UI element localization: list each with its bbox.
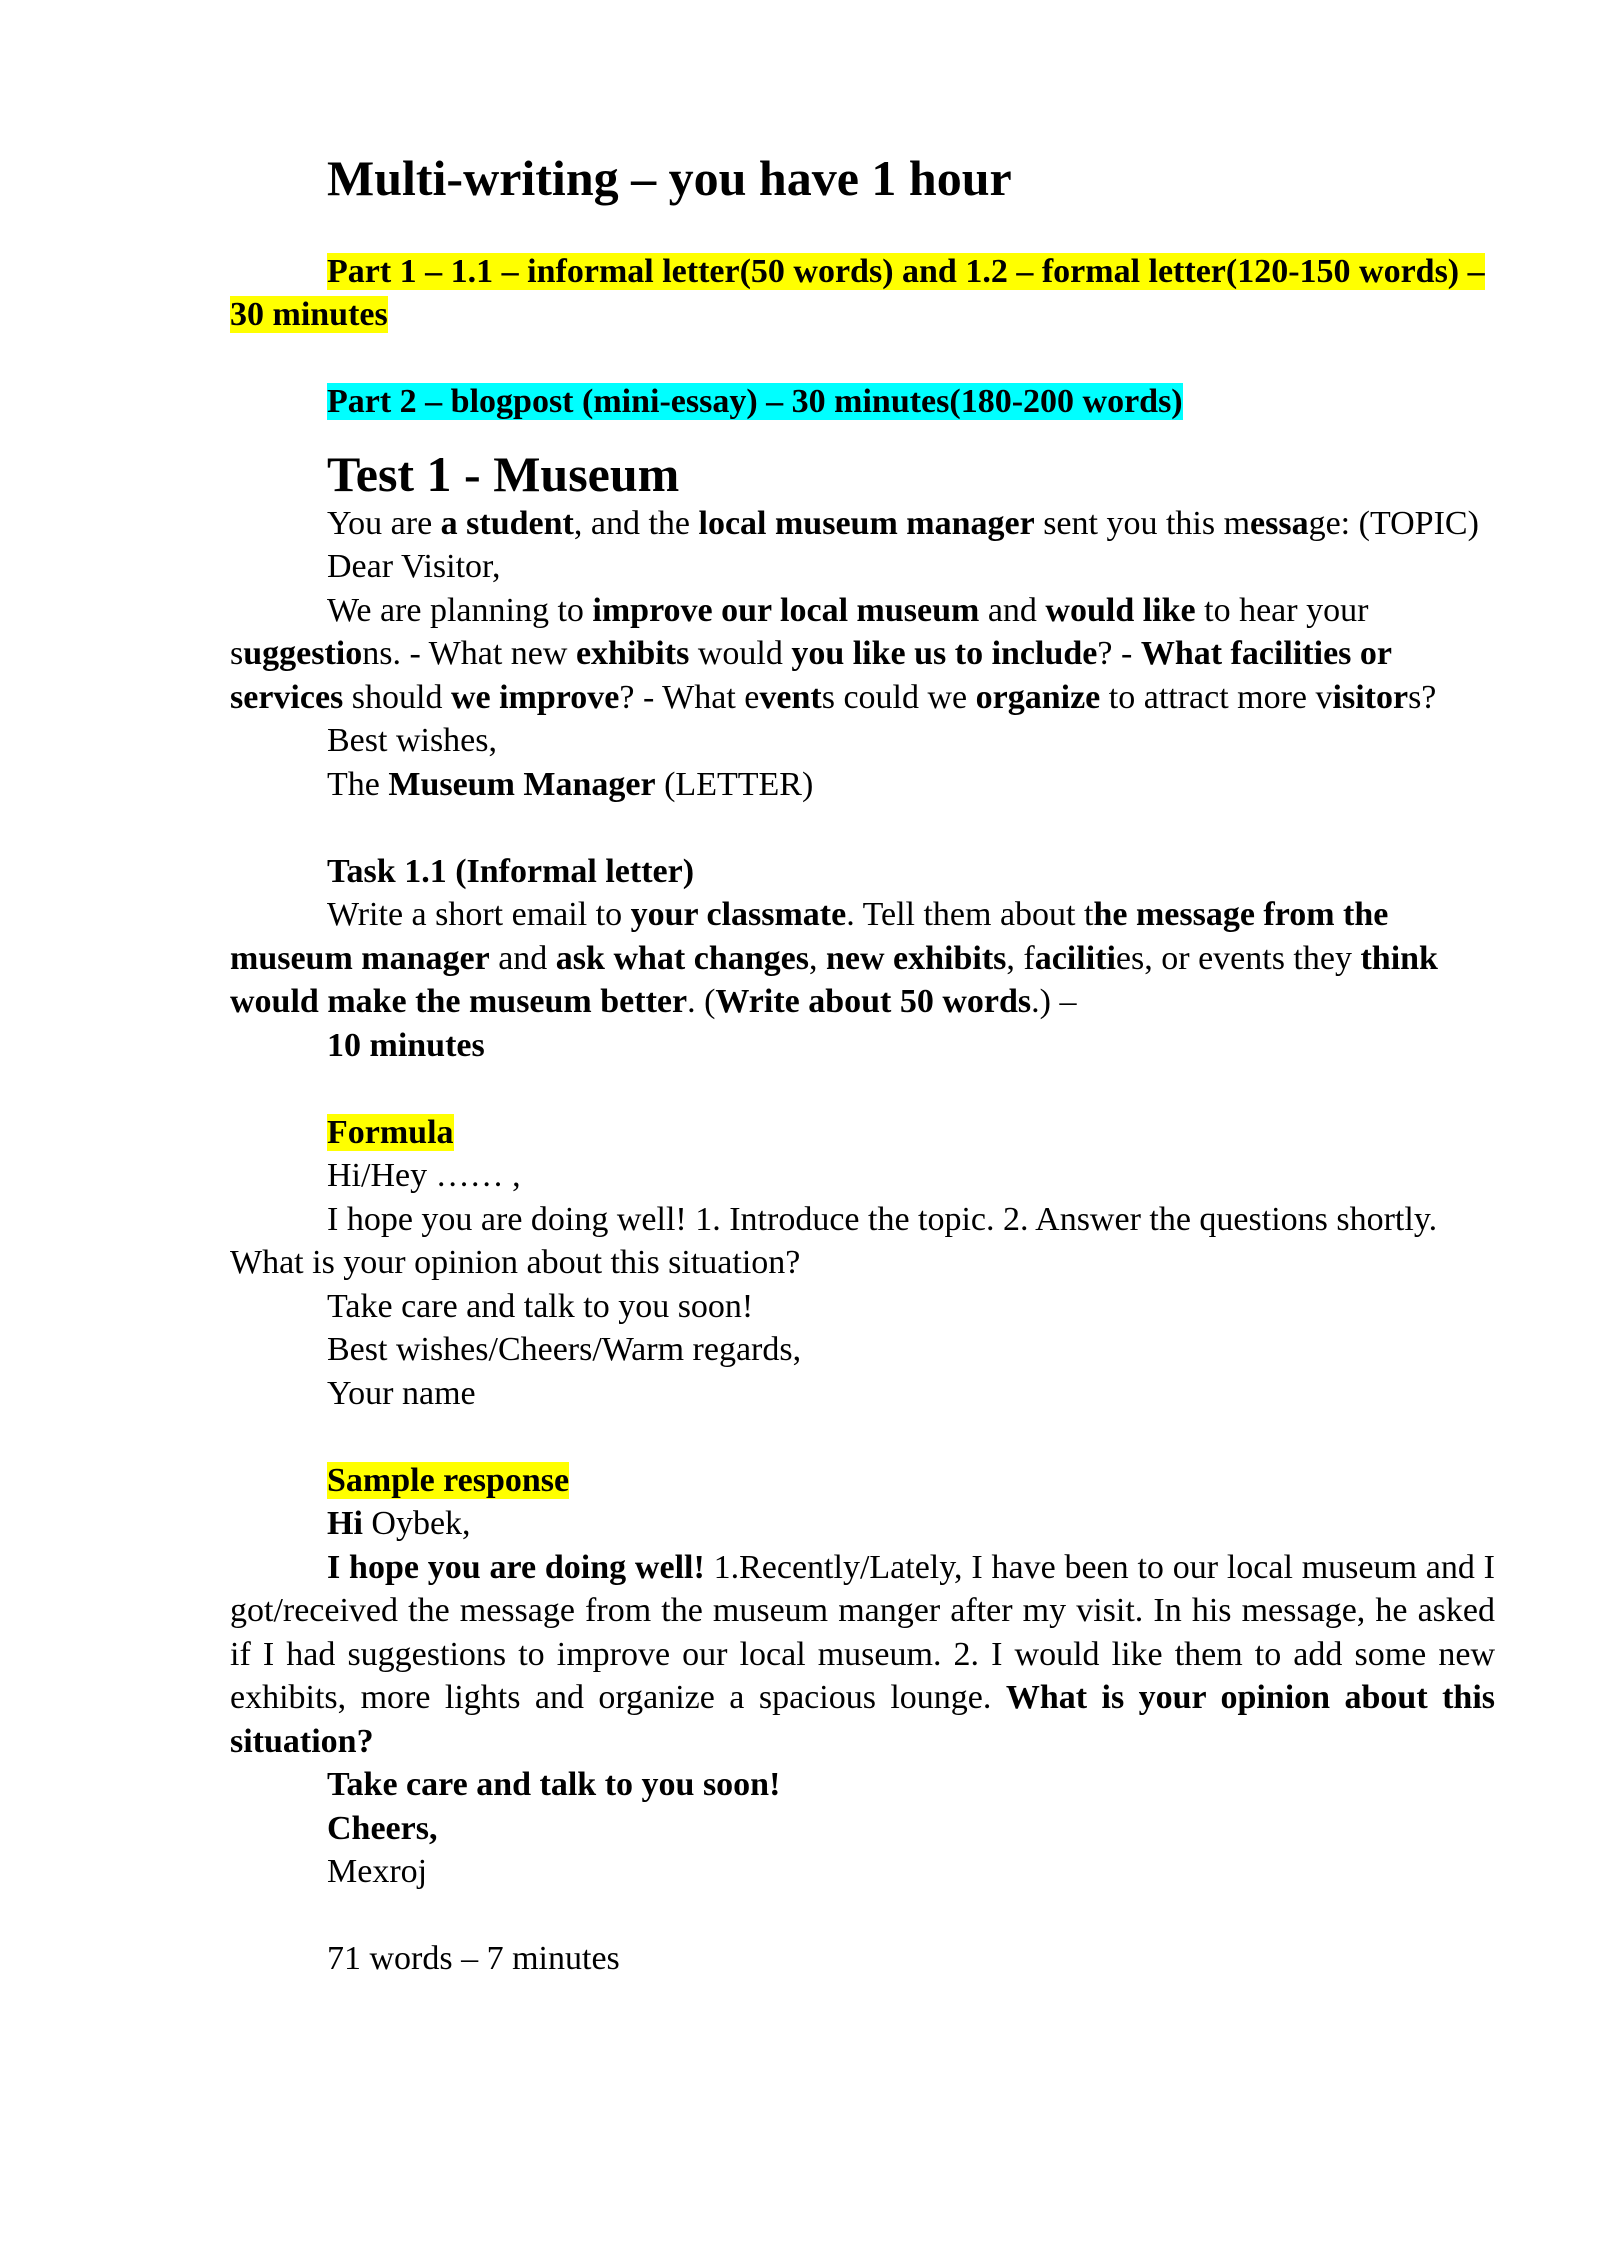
signature-text: The (327, 765, 389, 803)
letter-text: should (343, 678, 451, 716)
test-title: Test 1 - Museum (327, 445, 680, 502)
sample-cheers (230, 1807, 1495, 1851)
sample-hi: Hi (327, 1505, 363, 1542)
task-bold: aciliti (1034, 939, 1116, 977)
task-text: . Tell them about t (846, 896, 1094, 933)
task-bold: Write about 50 words (715, 983, 1032, 1020)
task-text: , (808, 939, 826, 977)
formula-heading (230, 1111, 1495, 1155)
sample-take-care (230, 1763, 1495, 1807)
part2-line (230, 380, 1495, 424)
intro-bold: local museum manager (698, 504, 1035, 542)
letter-text: ns. - What new (362, 635, 576, 672)
sample-body (230, 1546, 1495, 1764)
task-text: .) – (1031, 983, 1077, 1020)
sample-body-text: 1.Recently/Lately, I have been to our local museum and I got/received the message from the museum manger after my visit. In his message, he asked if I had suggestions to improve our local museum. 2. I would like them to add some new exhibits, more lights and organize a spacious lounge. (230, 1548, 1495, 1716)
sample-heading-text: Sample response (327, 1461, 570, 1499)
sample-opinion: What is your opinion about this situation? (230, 1679, 1496, 1760)
signature-text: (LETTER) (655, 765, 814, 803)
intro-bold: essa (1250, 504, 1309, 542)
intro-text: You are (327, 504, 441, 542)
page-title: Multi-writing – you have 1 hour (327, 150, 1012, 206)
sample-greeting (230, 1502, 1495, 1546)
sample-cheers-text: Cheers, (327, 1809, 438, 1847)
task-bold: ask what changes (555, 939, 809, 977)
task-text: es, or events they (1115, 939, 1361, 977)
part2-text: Part 2 – blogpost (mini-essay) – 30 minutes(180-200 words) (327, 383, 1183, 420)
letter-bold: uggestio (243, 635, 363, 672)
letter-text: to attract more v (1100, 678, 1333, 716)
letter-text: s could we (821, 678, 976, 716)
task-text: , f (1006, 939, 1035, 977)
letter-bold: you like us to include (791, 635, 1098, 672)
letter-text: would (689, 635, 792, 672)
letter-bold: What facilities or services (230, 635, 1392, 716)
task-time (230, 1024, 1495, 1068)
formula-line-1: Hi/Hey …… , (327, 1157, 521, 1194)
signature-bold: Museum Manager (388, 765, 656, 803)
letter-body (230, 589, 1495, 720)
sample-heading (230, 1459, 1495, 1503)
letter-bold: isitor (1332, 678, 1409, 716)
letter-closing: Best wishes, (327, 722, 497, 759)
intro-bold: a student (440, 504, 574, 542)
task-heading (230, 850, 1495, 894)
sample-name: Oybek, (362, 1505, 471, 1542)
part1-line (230, 250, 1495, 337)
part1-text: Part 1 – 1.1 – informal letter(50 words) and 1.2 – formal letter(120-150 words) – 30 minutes (230, 252, 1485, 333)
task-heading-text: Task 1.1 (Informal letter) (327, 852, 695, 890)
letter-bold: organize (975, 678, 1101, 716)
letter-text: to hear your s (230, 591, 1369, 672)
letter-bold: would like (1045, 591, 1196, 629)
letter-text: s? (1408, 678, 1437, 716)
document-content (230, 150, 1495, 1981)
letter-signature (230, 763, 1495, 807)
intro-text: , and the (573, 504, 699, 542)
letter-bold: exhibits (575, 635, 690, 672)
word-count: 71 words – 7 minutes (327, 1940, 620, 1977)
letter-text: We are planning to (327, 591, 593, 629)
task-bold: new exhibits (825, 939, 1007, 977)
letter-text: and (979, 591, 1046, 629)
task-body (230, 893, 1495, 1024)
task-text: Write a short email to (327, 896, 631, 933)
task-bold: think would make the museum better (230, 939, 1438, 1020)
letter-bold: vent (759, 678, 822, 716)
task-text: and (489, 939, 556, 977)
letter-text: ? - What e (619, 678, 760, 716)
task-bold: your classmate (630, 896, 847, 933)
formula-line-5: Your name (327, 1374, 476, 1412)
intro-text: sent you this m (1034, 504, 1251, 542)
sample-hope: I hope you are doing well! (327, 1548, 705, 1586)
letter-greeting: Dear Visitor, (327, 548, 501, 585)
sample-take-care-text: Take care and talk to you soon! (327, 1766, 781, 1803)
task-time-text: 10 minutes (327, 1026, 485, 1064)
task-bold: he message from the museum manager (230, 896, 1389, 977)
intro-paragraph (230, 502, 1495, 546)
letter-bold: we improve (450, 678, 620, 716)
formula-heading-text: Formula (327, 1113, 454, 1151)
formula-line-2: I hope you are doing well! 1. Introduce the topic. 2. Answer the questions shortly. What is your opinion about this situation? (230, 1200, 1438, 1281)
task-text: . ( (687, 983, 716, 1020)
letter-bold: improve our local museum (592, 591, 980, 629)
intro-text: ge: (TOPIC) (1308, 504, 1479, 542)
letter-text: ? - (1097, 635, 1141, 672)
sample-signature: Mexroj (327, 1853, 428, 1890)
formula-line-3: Take care and talk to you soon! (327, 1287, 754, 1325)
formula-line-4: Best wishes/Cheers/Warm regards, (327, 1331, 802, 1368)
